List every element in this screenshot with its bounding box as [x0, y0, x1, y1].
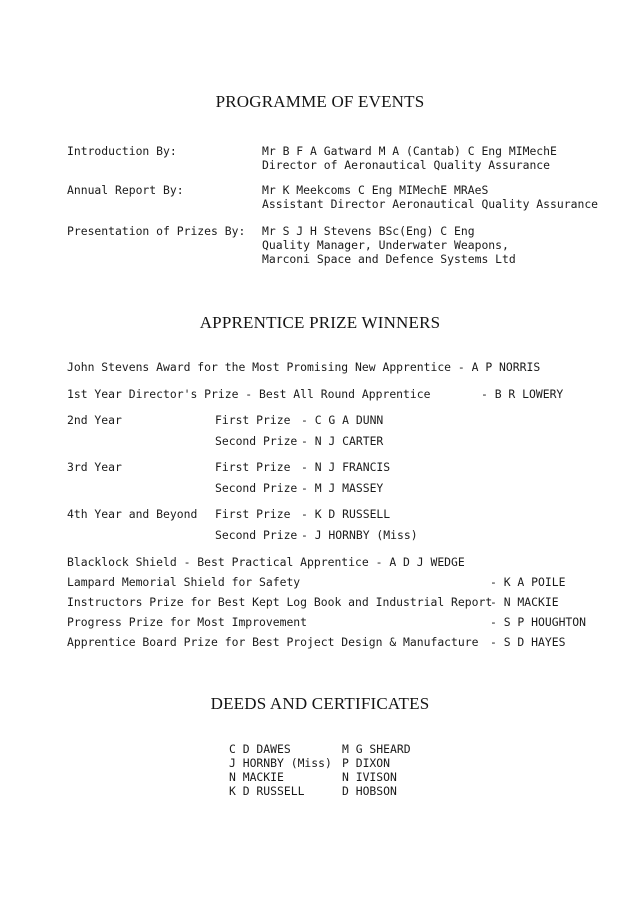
progress-prize-label: Progress Prize for Most Improvement	[67, 615, 308, 629]
deeds-column-2	[342, 742, 411, 798]
deeds-heading: DEEDS AND CERTIFICATES	[210, 694, 430, 713]
second-year-second-prize-label: Second Prize	[215, 434, 298, 448]
lampard-shield-label: Lampard Memorial Shield for Safety	[67, 575, 301, 589]
presentation-details	[262, 224, 516, 266]
presentation-label: Presentation of Prizes By:	[67, 224, 246, 238]
introduction-speaker: Mr B F A Gatward M A (Cantab) C Eng MIMechE	[262, 144, 557, 158]
second-year-label: 2nd Year	[67, 413, 122, 427]
fourth-year-first-prize-label: First Prize	[215, 507, 291, 521]
fourth-year-first-prize-winner: - K D RUSSELL	[301, 507, 391, 521]
fourth-year-label: 4th Year and Beyond	[67, 507, 198, 521]
annual-report-details	[262, 183, 598, 211]
third-year-second-prize-winner: - M J MASSEY	[301, 481, 384, 495]
presentation-speaker: Mr S J H Stevens BSc(Eng) C Eng	[262, 224, 475, 238]
introduction-details	[262, 144, 557, 172]
annual-report-title: Assistant Director Aeronautical Quality Assurance	[262, 197, 599, 211]
presentation-title-line1: Quality Manager, Underwater Weapons,	[262, 238, 509, 252]
apprentice-board-prize-winner: - S D HAYES	[490, 635, 566, 649]
deeds-name: P DIXON	[342, 756, 391, 770]
second-year-first-prize-label: First Prize	[215, 413, 291, 427]
second-year-first-prize-winner: - C G A DUNN	[301, 413, 384, 427]
deeds-name: K D RUSSELL	[229, 784, 305, 798]
programme-heading: PROGRAMME OF EVENTS	[215, 92, 425, 111]
apprentice-board-prize-label: Apprentice Board Prize for Best Project Design & Manufacture	[67, 635, 479, 649]
deeds-name: N MACKIE	[229, 770, 284, 784]
introduction-label: Introduction By:	[67, 144, 177, 158]
third-year-second-prize-label: Second Prize	[215, 481, 298, 495]
second-year-second-prize-winner: - N J CARTER	[301, 434, 384, 448]
first-year-prize-label: 1st Year Director's Prize - Best All Round Apprentice	[67, 387, 431, 401]
third-year-first-prize-label: First Prize	[215, 460, 291, 474]
third-year-first-prize-winner: - N J FRANCIS	[301, 460, 391, 474]
lampard-shield-winner: - K A POILE	[490, 575, 566, 589]
blacklock-shield: Blacklock Shield - Best Practical Apprentice - A D J WEDGE	[67, 555, 465, 569]
fourth-year-second-prize-winner: - J HORNBY (Miss)	[301, 528, 418, 542]
presentation-title-line2: Marconi Space and Defence Systems Ltd	[262, 252, 516, 266]
deeds-column-1	[229, 742, 332, 798]
deeds-name: J HORNBY (Miss)	[229, 756, 332, 770]
first-year-prize-winner: - B R LOWERY	[481, 387, 564, 401]
introduction-title: Director of Aeronautical Quality Assurance	[262, 158, 551, 172]
john-stevens-award: John Stevens Award for the Most Promising New Apprentice - A P NORRIS	[67, 360, 541, 374]
deeds-name: N IVISON	[342, 770, 397, 784]
third-year-label: 3rd Year	[67, 460, 122, 474]
prize-winners-heading: APPRENTICE PRIZE WINNERS	[199, 313, 441, 332]
fourth-year-second-prize-label: Second Prize	[215, 528, 298, 542]
deeds-name: M G SHEARD	[342, 742, 411, 756]
instructors-prize-label: Instructors Prize for Best Kept Log Book and Industrial Report	[67, 595, 493, 609]
progress-prize-winner: - S P HOUGHTON	[490, 615, 587, 629]
deeds-name: D HOBSON	[342, 784, 397, 798]
deeds-name: C D DAWES	[229, 742, 291, 756]
annual-report-label: Annual Report By:	[67, 183, 184, 197]
annual-report-speaker: Mr K Meekcoms C Eng MIMechE MRAeS	[262, 183, 489, 197]
instructors-prize-winner: - N MACKIE	[490, 595, 559, 609]
